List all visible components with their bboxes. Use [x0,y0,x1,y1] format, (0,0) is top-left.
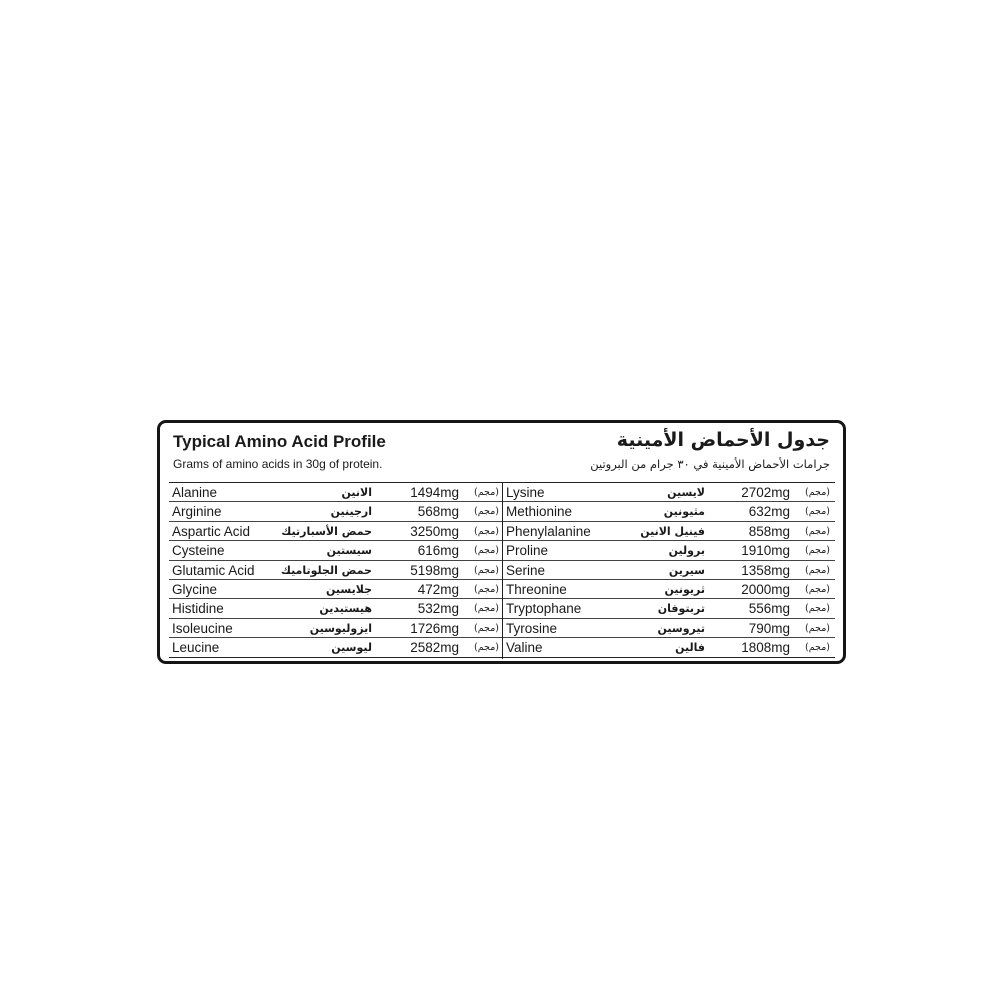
amino-acid-value: 3250mg [410,523,459,539]
amino-acid-name-en: Valine [506,640,543,656]
amino-acid-name-ar: جلايسين [326,582,372,596]
table-row [503,580,835,599]
amino-acid-unit-ar: (مجم) [474,506,499,518]
amino-acid-name-ar: ايزوليوسين [309,621,372,635]
amino-acid-name-ar: حمض الأسبارتيك [281,524,372,538]
amino-acid-name-ar: الانين [341,486,372,499]
table-row [503,561,835,580]
table-row [169,619,502,638]
table-row [503,619,835,638]
amino-acid-name-en: Isoleucine [172,620,233,636]
amino-acid-unit-ar: (مجم) [805,545,830,557]
amino-acid-name-en: Arginine [172,504,222,520]
amino-acid-value: 2000mg [741,581,790,597]
amino-acid-unit-ar: (مجم) [474,525,499,537]
table-row [169,561,502,580]
title-arabic: جدول الأحماض الأمينية [616,429,830,451]
amino-acid-name-ar: فالين [675,641,705,655]
amino-acid-unit-ar: (مجم) [474,487,499,498]
amino-acid-name-ar: تربتوفان [657,602,705,616]
amino-acid-unit-ar: (مجم) [474,622,499,634]
amino-acid-name-en: Methionine [506,504,573,520]
table-row [503,522,835,541]
amino-acid-value: 472mg [417,581,459,597]
amino-acid-name-en: Threonine [506,581,567,597]
amino-acid-table [169,482,835,658]
amino-acid-unit-ar: (مجم) [805,642,830,654]
title-english: Typical Amino Acid Profile [173,432,386,451]
table-row [503,599,835,618]
amino-acid-name-en: Tyrosine [506,620,558,636]
amino-acid-unit-ar: (مجم) [805,622,830,634]
amino-acid-unit-ar: (مجم) [805,506,830,518]
table-row [169,541,502,560]
amino-acid-name-en: Cysteine [172,543,225,559]
amino-acid-name-ar: هيستيدين [319,602,372,616]
amino-acid-unit-ar: (مجم) [805,583,830,595]
amino-acid-value: 632mg [748,504,790,520]
amino-acid-unit-ar: (مجم) [805,603,830,615]
amino-acid-name-ar: تيروسين [657,621,705,635]
table-row [169,522,502,541]
amino-acid-name-en: Alanine [172,485,218,500]
amino-acid-value: 1494mg [410,485,459,500]
amino-acid-name-en: Leucine [172,640,220,656]
amino-acid-value: 568mg [417,504,459,520]
table-row [503,502,835,521]
amino-acid-unit-ar: (مجم) [805,564,830,576]
amino-acid-value: 790mg [748,620,790,636]
amino-acid-name-en: Glutamic Acid [172,562,255,578]
table-row [169,502,502,521]
amino-acid-name-en: Lysine [506,485,545,500]
amino-acid-value: 1726mg [410,620,459,636]
amino-acid-name-en: Aspartic Acid [172,523,251,539]
amino-acid-unit-ar: (مجم) [805,487,830,498]
table-row [503,541,835,560]
amino-acid-value: 858mg [748,523,790,539]
panel-header [160,423,843,481]
amino-acid-name-ar: ارجينين [330,505,372,519]
amino-acid-unit-ar: (مجم) [474,642,499,654]
amino-acid-name-ar: لايسين [667,486,705,499]
amino-acid-name-en: Histidine [172,601,224,617]
amino-acid-name-ar: فينيل الانين [640,524,705,538]
table-row [169,599,502,618]
amino-acid-value: 1808mg [741,640,790,656]
table-right-column [502,483,835,659]
amino-acid-profile-panel [157,420,846,664]
subtitle-english: Grams of amino acids in 30g of protein. [173,457,383,471]
amino-acid-name-en: Serine [506,562,546,578]
table-left-column [169,483,502,659]
amino-acid-name-en: Phenylalanine [506,523,591,539]
amino-acid-unit-ar: (مجم) [474,564,499,576]
amino-acid-name-ar: برولين [668,544,705,558]
amino-acid-value: 2702mg [741,485,790,500]
amino-acid-value: 5198mg [410,562,459,578]
amino-acid-unit-ar: (مجم) [474,545,499,557]
table-row [169,483,502,502]
amino-acid-name-ar: ثريونين [664,582,705,596]
amino-acid-name-en: Proline [506,543,549,559]
amino-acid-unit-ar: (مجم) [805,525,830,537]
amino-acid-name-ar: مثيونين [663,505,705,519]
amino-acid-value: 532mg [417,601,459,617]
table-row [503,483,835,502]
amino-acid-value: 1358mg [741,562,790,578]
amino-acid-unit-ar: (مجم) [474,583,499,595]
subtitle-arabic: جرامات الأحماض الأمينية في ٣٠ جرام من البروتين [590,457,830,471]
amino-acid-name-en: Glycine [172,581,218,597]
table-row [169,580,502,599]
amino-acid-value: 556mg [748,601,790,617]
amino-acid-value: 616mg [417,543,459,559]
amino-acid-name-ar: سيرين [668,563,705,577]
amino-acid-name-ar: سيستين [326,544,372,558]
amino-acid-name-ar: ليوسين [331,641,372,655]
table-row [169,638,502,657]
table-row [503,638,835,657]
amino-acid-name-ar: حمض الجلوتاميك [280,563,372,577]
amino-acid-unit-ar: (مجم) [474,603,499,615]
amino-acid-name-en: Tryptophane [506,601,582,617]
amino-acid-value: 1910mg [741,543,790,559]
amino-acid-value: 2582mg [410,640,459,656]
